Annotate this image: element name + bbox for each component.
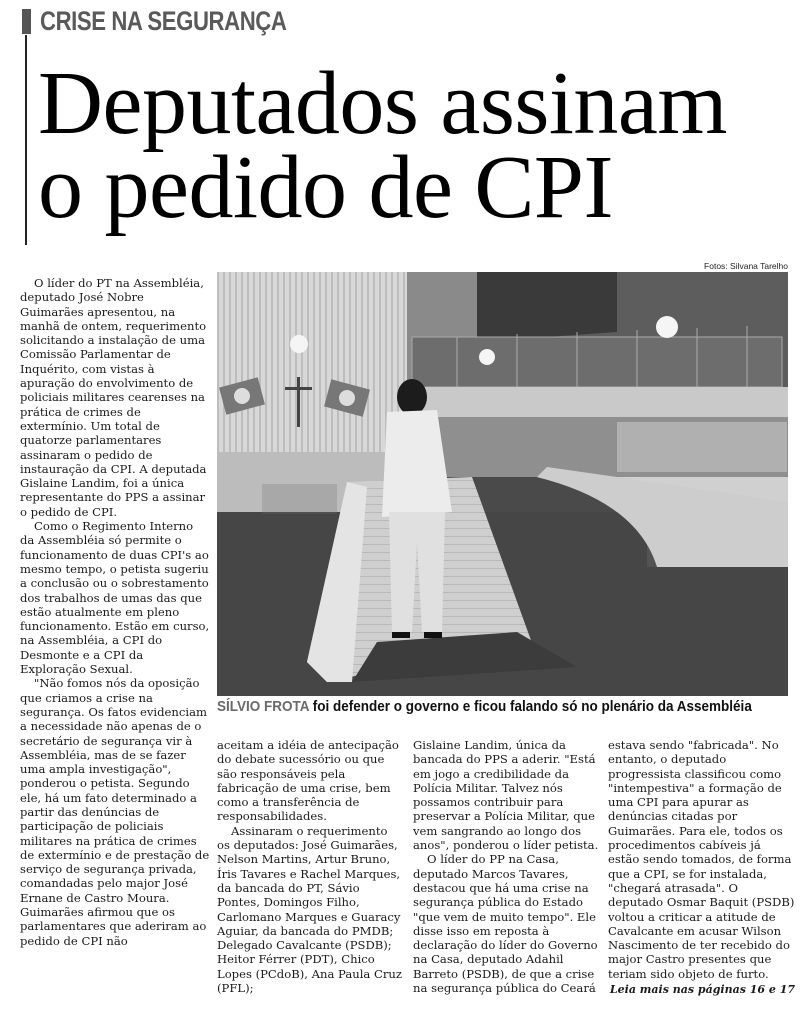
article-paragraph: estava sendo "fabricada". No entanto, o deputado progressista classificou como "intempestiva" a formação de uma CPI para apurar as denúncias citadas por Guimarães. Para ele, todos os procedimentos cabíveis já estão sendo tomados, de forma que a CPI, se for instalada, "chegará atrasada". O deputado Osmar Baquit (PSDB) voltou a criticar a atitude de Cavalcante em acusar Wilson Nascimento de ter recebido do major Castro presentes que teriam sido objeto de furto. [608,738,795,981]
article-paragraph: O líder do PP na Casa, deputado Marcos Tavares, destacou que há uma crise na segurança pública do Estado "que vem de muito tempo". Ele disse isso em reposta à declaração do líder do Governo na Casa, deputado Adahil Barreto (PSDB), de que a crise na segurança pública do Ceará [413,852,598,996]
caption-text: foi defender o governo e ficou falando só no plenário da Assembléia [308,698,752,715]
plenary-photo-illustration [217,272,788,696]
article-paragraph: Como o Regimento Interno da Assembléia só permite o funcionamento de duas CPI's ao mesmo tempo, o petista sugeriu a conclusão ou o sobrestamento dos trabalhos de umas das que estão atualmente em pleno funcionamento. Estão em curso, na Assembléia, a CPI do Desmonte e a CPI da Exploração Sexual. [20,519,210,677]
caption-subject-name: SÍLVIO FROTA [217,698,309,715]
article-column-1 [20,276,210,948]
headline-line-1: Deputados assinam [38,54,727,153]
headline [38,54,798,237]
section-label: CRISE NA SEGURANÇA [40,5,287,36]
article-paragraph: O líder do PT na Assembléia, deputado José Nobre Guimarães apresentou, na manhã de ontem, requerimento solicitando a instalação de uma Comissão Parlamentar de Inquérito, com vistas à apuração do envolvimento de policiais militares cearenses na prática de crimes de extermínio. Um total de quatorze parlamentares assinaram o pedido de instauração da CPI. A deputada Gislaine Landim, foi a única representante do PPS a assinar o pedido de CPI. [20,276,207,519]
photo-caption [217,698,752,715]
article-paragraph: Gislaine Landim, única da bancada do PPS a aderir. "Está em jogo a credibilidade da Polícia Militar. Talvez nós possamos contribuir para preservar a Polícia Militar, que vem sangrando ao longo dos anos", ponderou o líder petista. [413,738,599,853]
article-paragraph: Assinaram o requerimento os deputados: José Guimarães, Nelson Martins, Artur Bruno, Íris Tavares e Rachel Marques, da bancada do PT, Sávio Pontes, Domingos Filho, Carlomano Marques e Guaracy Aguiar, da bancada do PMDB; Delegado Cavalcante (PSDB); Heitor Férrer (PDT), Chico Lopes (PCdoB), Ana Paula Cruz (PFL); [217,823,402,996]
section-marker-bar [22,9,31,34]
article-photo [217,272,788,696]
section-tag [22,6,341,36]
read-more-reference: Leia mais nas páginas 16 e 17 [609,983,795,997]
article-column-4 [608,738,795,997]
photo-credit: Fotos: Silvana Tarelho [704,261,788,271]
headline-rule [25,35,27,245]
article-paragraph: aceitam a idéia de antecipação do debate sucessório ou que são responsáveis pela fabricação de uma crise, bem como a transferência de responsabilidades. [217,738,399,824]
article-column-2 [217,738,404,995]
article-column-3 [413,738,600,995]
article-paragraph: "Não fomos nós da oposição que criamos a crise na segurança. Os fatos evidenciam a necessidade não apenas de o secretário de segurança vir à Assembléia, mas de se fazer uma ampla investigação", ponderou o petista. Segundo ele, há um fato determinado a partir das denúncias de participação de policiais militares na prática de crimes de extermínio e de prestação de serviço de segurança privada, comandadas pelo major José Ernane de Castro Moura. Guimarães afirmou que os parlamentares que aderiram ao pedido de CPI não [20,676,210,948]
headline-line-2: o pedido de CPI [38,138,613,237]
